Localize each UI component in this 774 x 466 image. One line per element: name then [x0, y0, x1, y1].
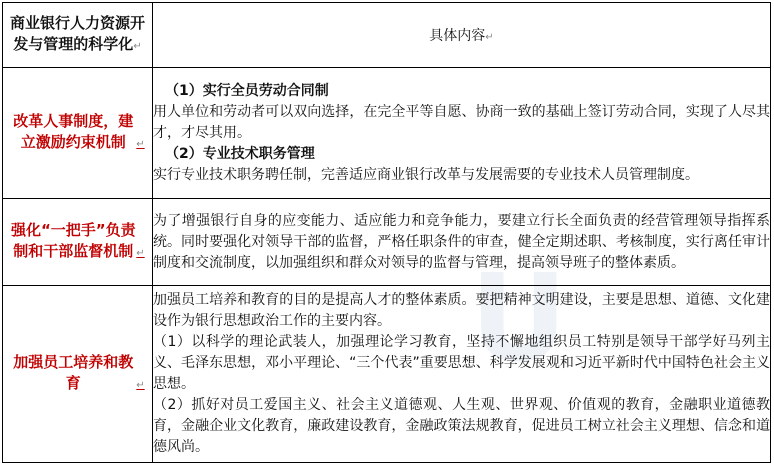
header-left-text: 商业银行人力资源开发与管理的科学化: [9, 14, 145, 53]
header-right-cell: 具体内容↵: [153, 3, 771, 68]
table-row: [3, 286, 771, 463]
paragraph: 为了增强银行自身的应变能力、适应能力和竞争能力，要建立行长全面负责的经营管理领导指挥系统。同时要强化对领导干部的监督，严格任职条件的审查，健全定期述职、考核制度，实行离任审计制度和交流制度，以加强组织和群众对领导的监督与管理，提高领导班子的整体素质。: [153, 212, 770, 271]
category-label: 加强员工培养和教育: [13, 353, 134, 392]
category-cell: 改革人事制度，建立激励约束机制 ↵: [3, 68, 153, 199]
table-row: [3, 68, 771, 199]
content-cell: [153, 199, 771, 286]
content-table: [2, 2, 771, 463]
paragraph: （1）以科学的理论武装人，加强理论学习教育，坚持不懈地组织员工特别是领导干部学好马列主义、毛泽东思想，邓小平理论、“三个代表”重要思想、科学发展观和习近平新时代中国特色社会主义思想。: [153, 334, 770, 392]
paragraph: 加强员工培养和教育的目的是提高人才的整体素质。要把精神文明建设，主要是思想、道德、文化建设作为银行思想政治工作的主要内容。: [153, 292, 770, 329]
category-cell: 强化“一把手”负责制和干部监督机制 ↵: [3, 199, 153, 286]
paragraph: （2）抓好对员工爱国主义、社会主义道德观、人生观、世界观、价值观的教育，金融职业道德教育，金融企业文化教育，廉政建设教育，金融政策法规教育，促进员工树立社会主义理想、信念和道德风尚。: [153, 397, 770, 455]
table-row: [3, 199, 771, 286]
watermark: U: [470, 250, 568, 389]
header-row: [3, 3, 771, 68]
content-cell: [153, 286, 771, 463]
paragraph: 实行专业技术职务聘任制，完善适应商业银行改革与发展需要的专业技术人员管理制度。: [153, 166, 699, 183]
content-cell: [153, 68, 771, 199]
header-left-cell: 商业银行人力资源开发与管理的科学化↵: [3, 3, 153, 68]
subheading: （1）实行全员劳动合同制: [165, 82, 329, 99]
subheading: （2）专业技术职务管理: [165, 145, 315, 162]
category-label: 改革人事制度，建立激励约束机制: [13, 112, 134, 151]
header-right-text: 具体内容: [429, 28, 486, 44]
category-label: 强化“一把手”负责制和干部监督机制: [10, 221, 136, 260]
paragraph: 用人单位和劳动者可以双向选择，在完全平等自愿、协商一致的基础上签订劳动合同，实现了人尽其才，才尽其用。: [153, 103, 770, 141]
category-cell: 加强员工培养和教育 ↵: [3, 286, 153, 463]
